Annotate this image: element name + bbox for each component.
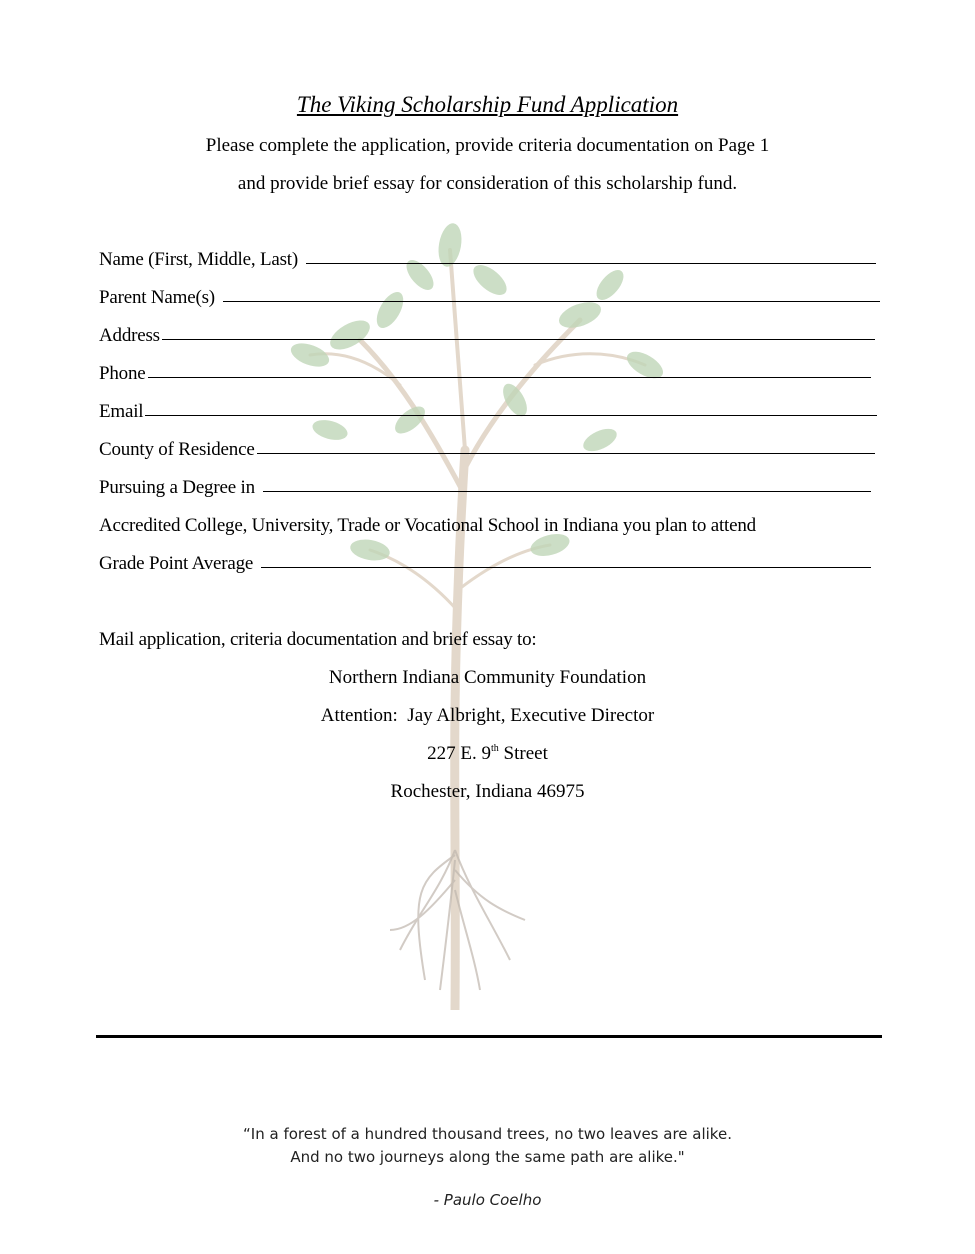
email-field[interactable] <box>99 401 877 423</box>
intro-line-1: Please complete the application, provide criteria documentation on Page 1 <box>205 135 770 156</box>
gpa-field[interactable] <box>99 553 871 575</box>
parent-name-field[interactable] <box>99 287 880 309</box>
mail-city: Rochester, Indiana 46975 <box>390 781 585 802</box>
name-label: Name (First, Middle, Last) <box>99 249 299 270</box>
form-title: The Viking Scholarship Fund Application <box>296 92 679 117</box>
county-label: County of Residence <box>99 439 255 460</box>
divider-line <box>96 1035 882 1038</box>
quote-line-2: And no two journeys along the same path are alike." <box>290 1148 685 1166</box>
tree-watermark <box>250 190 710 1010</box>
mail-instruction: Mail application, criteria documentation and brief essay to: <box>99 629 537 650</box>
name-field[interactable] <box>99 249 876 271</box>
email-label: Email <box>99 401 144 422</box>
quote-author: - Paulo Coelho <box>433 1191 542 1209</box>
mail-street <box>0 743 975 765</box>
parent-name-label: Parent Name(s) <box>99 287 215 308</box>
phone-field[interactable] <box>99 363 871 385</box>
street-number: 227 E. 9 <box>427 743 491 764</box>
gpa-label: Grade Point Average <box>99 553 254 574</box>
address-label: Address <box>99 325 160 346</box>
phone-label: Phone <box>99 363 146 384</box>
degree-field[interactable] <box>99 477 871 499</box>
street-ordinal: th <box>491 743 499 754</box>
county-field[interactable] <box>99 439 875 461</box>
mail-organization: Northern Indiana Community Foundation <box>328 667 647 688</box>
intro-line-2: and provide brief essay for consideration of this scholarship fund. <box>237 173 738 194</box>
mail-attention: Attention: Jay Albright, Executive Director <box>320 705 655 726</box>
quote-line-1: “In a forest of a hundred thousand trees, no two leaves are alike. <box>243 1125 732 1143</box>
college-label: Accredited College, University, Trade or Vocational School in Indiana you plan to attend <box>99 515 756 536</box>
street-name: Street <box>498 743 548 764</box>
address-field[interactable] <box>99 325 875 347</box>
degree-label: Pursuing a Degree in <box>99 477 255 498</box>
